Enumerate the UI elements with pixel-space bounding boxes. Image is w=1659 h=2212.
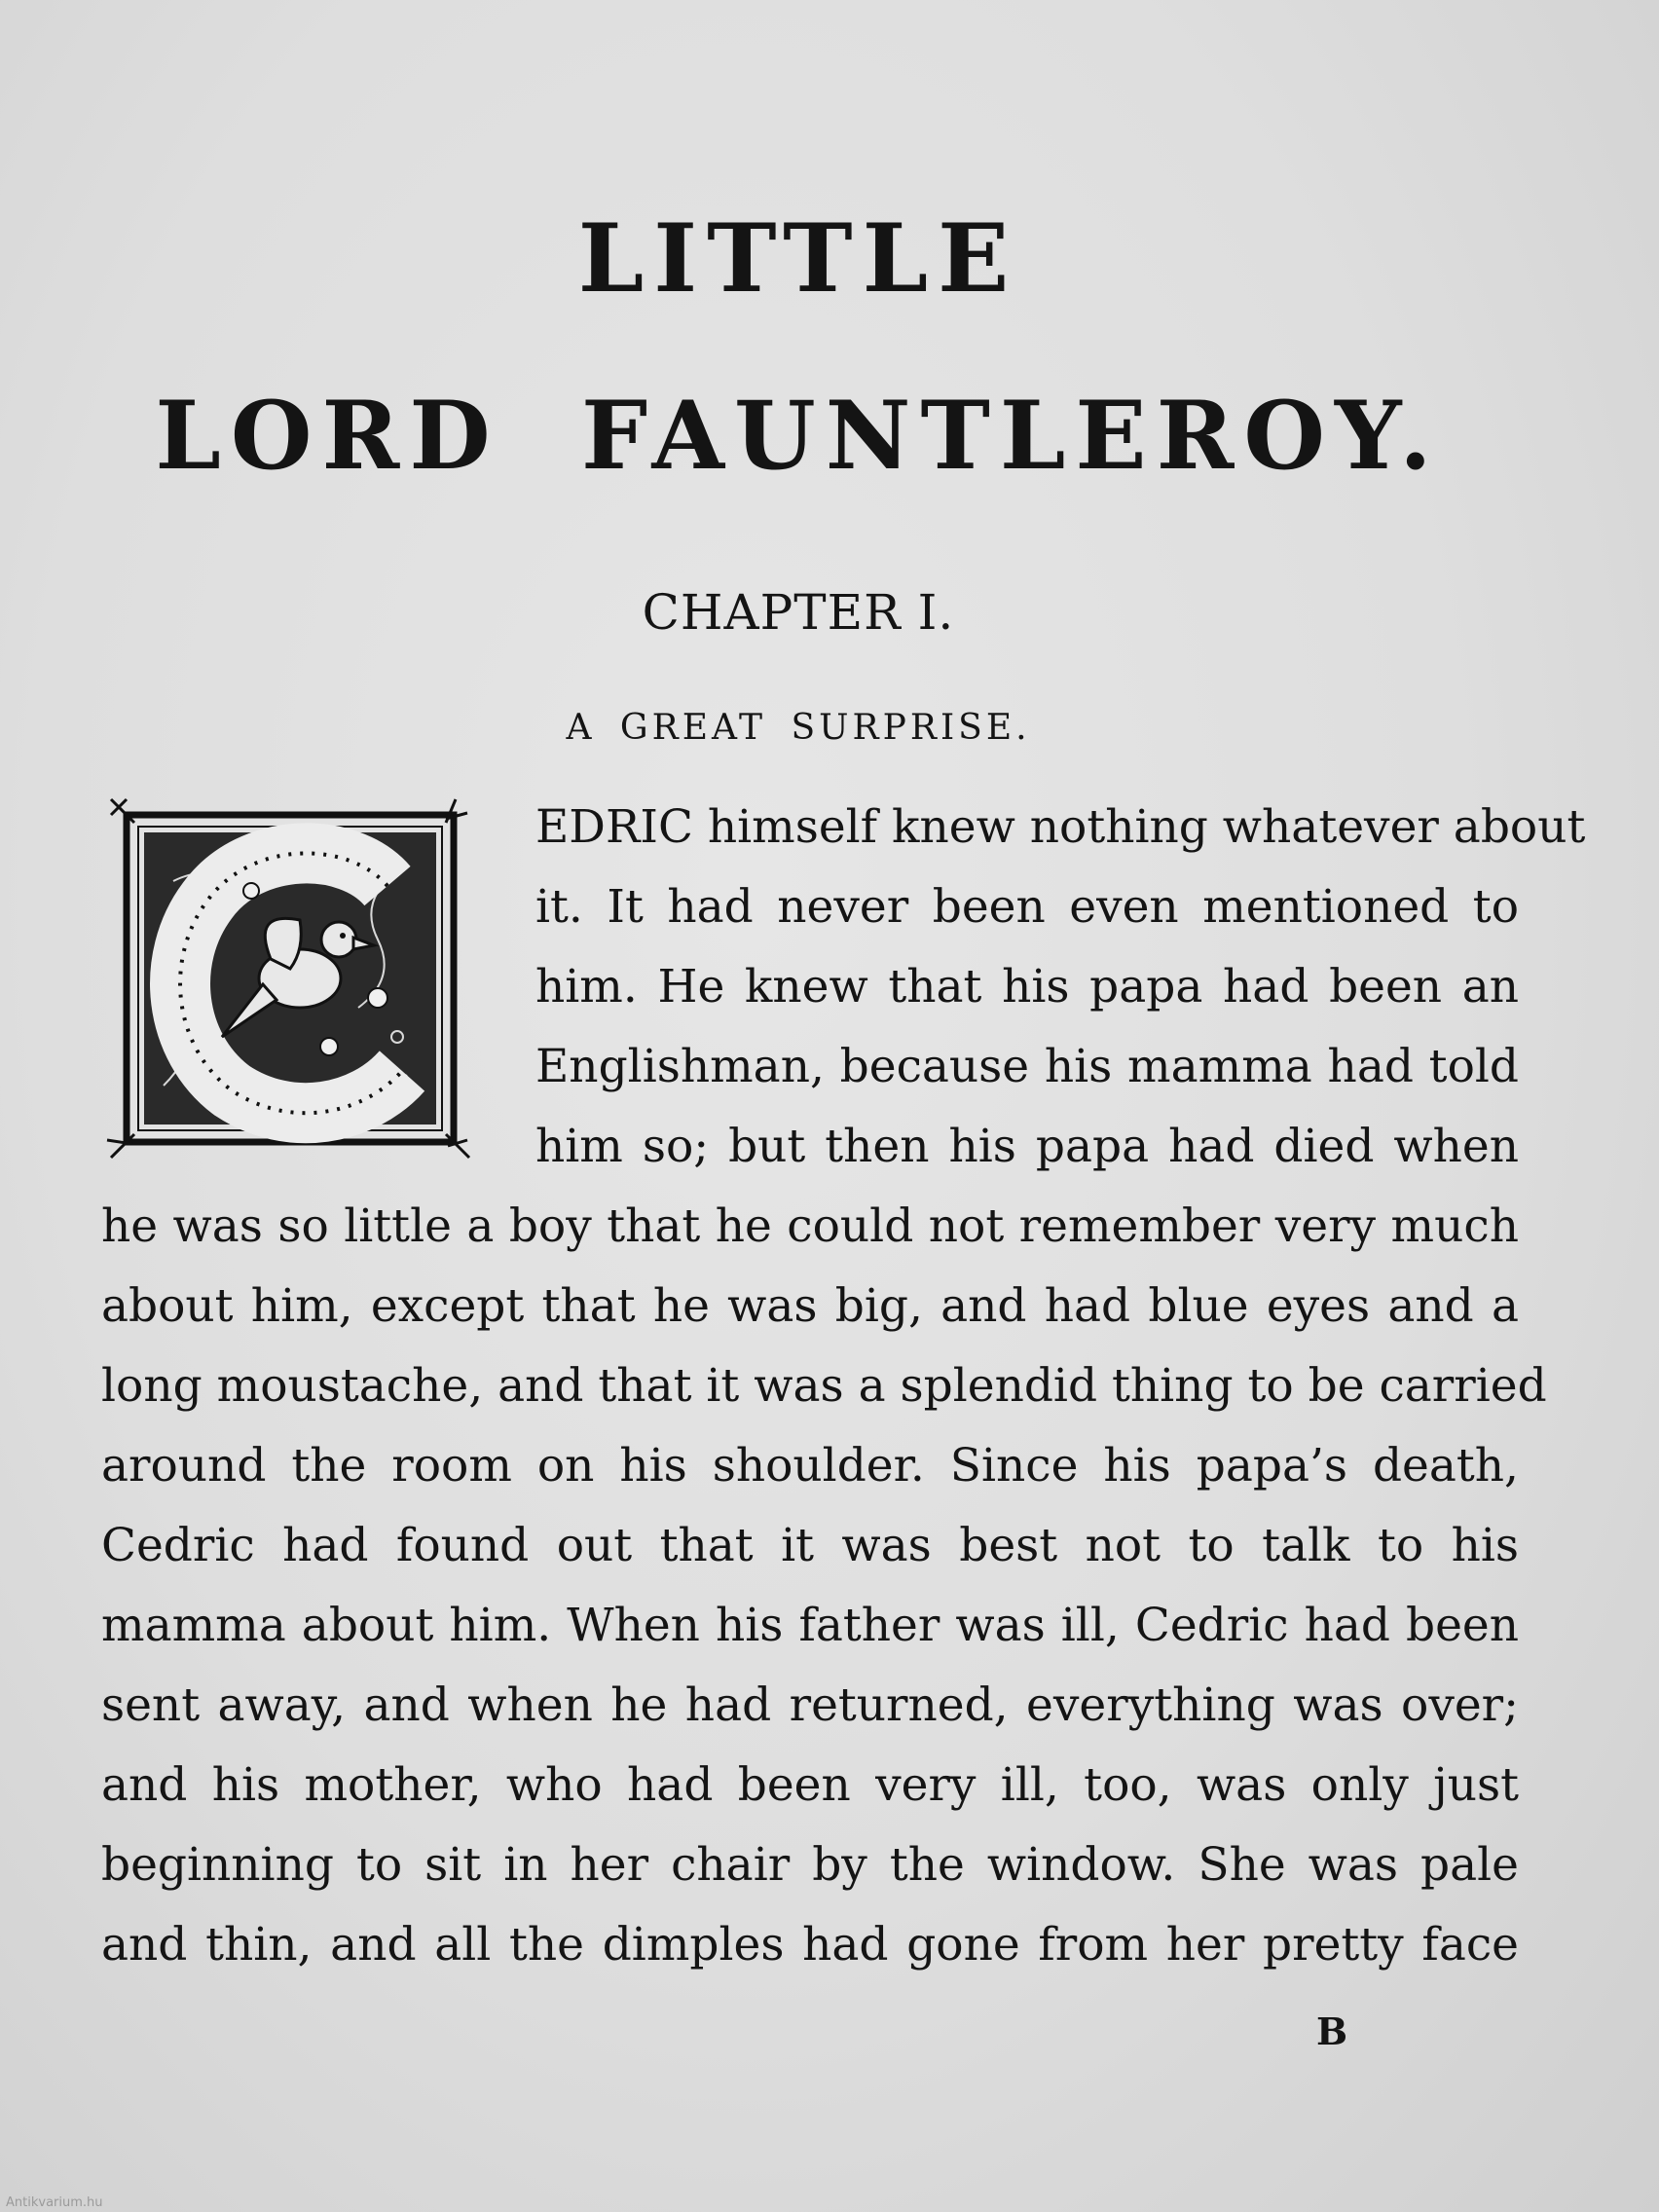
book-title-line-1: LITTLE <box>577 203 1019 313</box>
watermark-text: Antikvarium.hu <box>6 2195 103 2210</box>
chapter-heading: CHAPTER I. <box>642 584 955 641</box>
body-text-line: and his mother, who had been very ill, too, was only just <box>101 1758 1519 1812</box>
body-text-line: Englishman, because his mamma had told <box>535 1040 1519 1093</box>
body-text-line: him. He knew that his papa had been an <box>535 960 1519 1014</box>
body-text-line: EDRIC himself knew nothing whatever about <box>535 800 1586 854</box>
decorated-initial-c-icon <box>105 793 475 1163</box>
body-text-line: he was so little a boy that he could not remember very much <box>101 1199 1519 1253</box>
signature-mark: B <box>1316 2009 1348 2053</box>
book-title-line-2: LORD FAUNTLEROY. <box>155 381 1442 491</box>
body-text-line: around the room on his shoulder. Since his papa’s death, <box>101 1439 1519 1493</box>
body-text-line: beginning to sit in her chair by the window. She was pale <box>101 1838 1519 1892</box>
body-text-line: mamma about him. When his father was ill, Cedric had been <box>101 1599 1519 1652</box>
body-text-line: long moustache, and that it was a splendid thing to be carried <box>101 1359 1547 1413</box>
body-text-line: and thin, and all the dimples had gone from her pretty face <box>101 1918 1519 1972</box>
body-text-line: it. It had never been even mentioned to <box>535 880 1519 934</box>
chapter-subtitle: A GREAT SURPRISE. <box>566 708 1031 748</box>
body-text-line: him so; but then his papa had died when <box>535 1120 1519 1173</box>
body-text-line: about him, except that he was big, and had blue eyes and a <box>101 1279 1519 1333</box>
body-text-line: Cedric had found out that it was best not to talk to his <box>101 1519 1519 1572</box>
body-text-line: sent away, and when he had returned, everything was over; <box>101 1678 1519 1732</box>
